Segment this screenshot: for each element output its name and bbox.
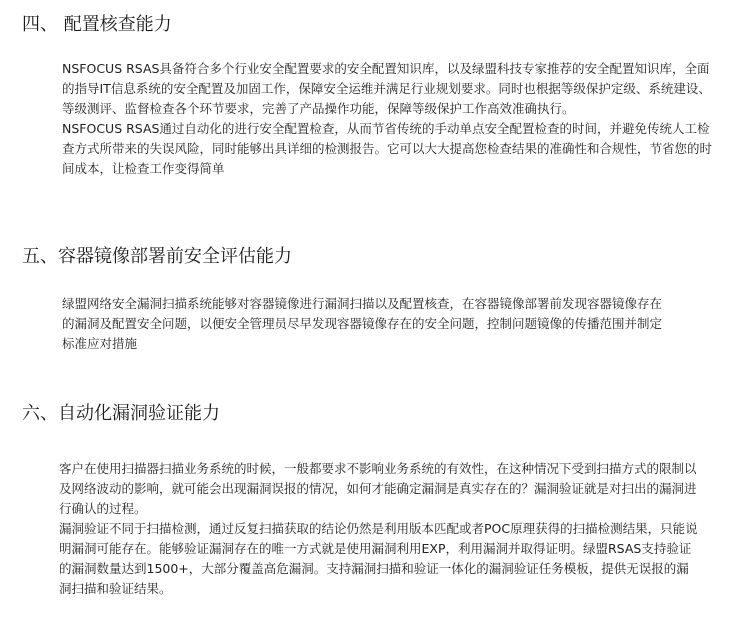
section-heading: 四、 配置核查能力 (22, 14, 172, 35)
paragraph: 绿盟网络安全漏洞扫描系统能够对容器镜像进行漏洞扫描以及配置核查，在容器镜像部署前发现容器镜像存在的漏洞及配置安全问题，以便安全管理员尽早发现容器镜像存在的安全问题，控制问题镜像的传播范围并制定标准应对措施 (62, 296, 663, 351)
paragraph: 客户在使用扫描器扫描业务系统的时候，一般都要求不影响业务系统的有效性，在这种情况下受到扫描方式的限制以及网络波动的影响，就可能会出现漏洞误报的情况，如何才能确定漏洞是真实存在的？漏洞验证就是对扫出的漏洞进行确认的过程。 (59, 461, 697, 516)
section-body (62, 59, 712, 179)
paragraph: NSFOCUS RSAS通过自动化的进行安全配置检查，从而节省传统的手动单点安全配置检查的时间，并避免传统人工检查方式所带来的失误风险，同时能够出具详细的检测报告。它可以大大提高您检查结果的准确性和合规性，节省您的时间成本，让检查工作变得简单 (62, 121, 713, 176)
section-body (62, 294, 674, 354)
paragraph: 漏洞验证不同于扫描检测，通过反复扫描获取的结论仍然是利用版本匹配或者POC原理获得的扫描检测结果，只能说明漏洞可能存在。能够验证漏洞存在的唯一方式就是使用漏洞利用EXP，利用漏洞并取得证明。绿盟RSAS支持验证的漏洞数量达到1500+，大部分覆盖高危漏洞。支持漏洞扫描和验证一体化的漏洞验证任务模板，提供无误报的漏洞扫描和验证结果。 (59, 521, 698, 596)
section-body (59, 459, 699, 599)
section-heading: 六、自动化漏洞验证能力 (22, 403, 220, 424)
paragraph: NSFOCUS RSAS具备符合多个行业安全配置要求的安全配置知识库，以及绿盟科技专家推荐的安全配置知识库，全面的指导IT信息系统的安全配置及加固工作，保障安全运维并满足行业规划要求。同时也根据等级保护定级、系统建设、等级测评、监督检查各个环节要求，完善了产品操作功能，保障等级保护工作高效准确执行。 (62, 61, 711, 116)
section-heading: 五、容器镜像部署前安全评估能力 (22, 246, 292, 267)
